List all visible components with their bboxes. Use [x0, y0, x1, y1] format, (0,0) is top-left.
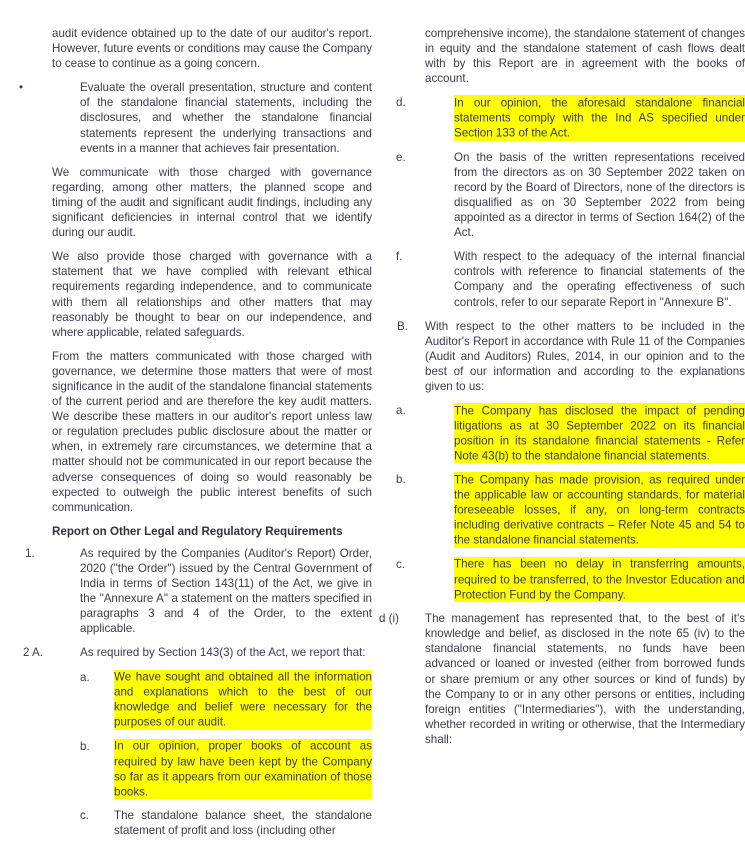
- item-2a-marker: 2 A.: [23, 646, 43, 660]
- sub-item-b-right: [396, 472, 745, 547]
- item-B-marker: B.: [397, 319, 408, 333]
- item-d-text: In our opinion, the aforesaid standalone financial statements comply with the Ind AS specified under Section 133 of the Act.: [454, 96, 745, 140]
- item-d-i-text: The management has represented that, to the best of it's knowledge and belief, as disclosed in the note 65 (iv) to the standalone financial statements, no funds have been advanced or loaned or invested (either from borrowed funds or share premium or any other sources or kind of funds) by the Company to or in any other persons or entities, including foreign entities ("Intermediaries"), with the understanding, whether recorded in writing or otherwise, that the Intermediary shall:: [425, 612, 745, 746]
- sub-item-b-right-text: The Company has made provision, as required under the applicable law or accounting standards, for material foreseeable losses, if any, on long-term contracts including derivative contracts – Refer Note 45 and 54 to the standalone financial statements.: [454, 473, 745, 547]
- item-e-marker: e.: [396, 150, 406, 164]
- sub-item-a-right-marker: a.: [396, 404, 406, 418]
- sub-item-c-marker: c.: [80, 809, 90, 823]
- paragraph-from-the-matters: From the matters communicated with those charged with governance, we determine those matters that were of most significance in the audit of the standalone financial statements of the current period and are therefore the key audit matters. We describe these matters in our auditor's report unless law or regulation precludes public disclosure about the matter or when, in extremely rare circumstances, we determine that a matter should not be communicated in our report because the adverse consequences of doing so would reasonably be expected to outweigh the public interest benefits of such communication.: [52, 349, 372, 514]
- paragraph-we-communicate: We communicate with those charged with governance regarding, among other matters, the planned scope and timing of the audit and significant audit findings, including any significant deficiencies in internal control that we identify during our audit.: [52, 165, 372, 240]
- bullet-item-text: Evaluate the overall presentation, structure and content of the standalone financial statements, including the disclosures, and whether the standalone financial statements represent the underlying transactions and events in a manner that achieves fair presentation.: [80, 81, 372, 155]
- sub-item-c-text: The standalone balance sheet, the standalone statement of profit and loss (including other: [114, 809, 372, 838]
- item-1-text: As required by the Companies (Auditor's Report) Order, 2020 ("the Order") issued by the Central Government of India in terms of Section 143(11) of the Act, we give in the "Annexure A" a statement on the matters specified in paragraphs 3 and 4 of the Order, to the extent applicable.: [80, 546, 372, 636]
- paragraph-comprehensive-income: comprehensive income), the standalone statement of changes in equity and the standalone statement of cash flows dealt with by this Report are in agreement with the books of account.: [425, 27, 745, 86]
- left-column: [19, 26, 372, 848]
- item-d-i-marker: d (i): [379, 612, 399, 626]
- sub-item-c-left: [52, 808, 372, 838]
- item-e-right: [396, 150, 745, 241]
- item-1-marker: 1.: [25, 546, 35, 560]
- item-e-text: On the basis of the written representations received from the directors as on 30 September 2022 taken on record by the Board of Directors, none of the directors is disqualified as on 30 September 2022 from being appointed as a director in terms of Section 164(2) of the Act.: [454, 150, 745, 240]
- sub-item-a-text: We have sought and obtained all the information and explanations which to the best of our knowledge and belief were necessary for the purposes of our audit.: [114, 670, 372, 729]
- paragraph-we-also-provide: We also provide those charged with governance with a statement that we have complied with relevant ethical requirements regarding independence, and to communicate with them all relationships and other matters that may reasonably be thought to bear on our independence, and where applicable, related safeguards.: [52, 250, 372, 339]
- section-heading-other-legal: Report on Other Legal and Regulatory Requirements: [52, 524, 343, 538]
- item-2a-text: As required by Section 143(3) of the Act, we report that:: [80, 646, 366, 660]
- numbered-item-2a: [23, 645, 372, 660]
- right-column: [379, 26, 745, 756]
- bullet-marker: •: [19, 81, 24, 95]
- item-f-marker: f.: [396, 250, 403, 264]
- item-f-right: [396, 249, 745, 309]
- item-f-text: With respect to the adequacy of the internal financial controls with reference to financial statements of the Company and the operating effectiveness of such controls, refer to our separate Report in "Annexure B".: [454, 250, 745, 309]
- item-B-text: With respect to the other matters to be included in the Auditor's Report in accordance with Rule 11 of the Companies (Audit and Auditors) Rules, 2014, in our opinion and to the best of our information and according to the explanations given to us:: [425, 319, 745, 393]
- numbered-item-1: [25, 546, 372, 637]
- sub-item-a-left: [52, 670, 372, 730]
- sub-item-b-left: [52, 739, 372, 799]
- item-d-marker: d.: [396, 96, 406, 110]
- sub-item-b-text: In our opinion, proper books of account as required by law have been kept by the Company so far as it appears from our examination of those books.: [114, 739, 372, 799]
- item-d-right: [396, 95, 745, 140]
- sub-item-c-right-marker: c.: [396, 557, 406, 571]
- sub-item-a-right: [396, 403, 745, 463]
- sub-item-b-right-marker: b.: [396, 473, 406, 487]
- sub-item-b-marker: b.: [80, 739, 90, 753]
- paragraph-audit-evidence: audit evidence obtained up to the date of our auditor's report. However, future events or conditions may cause the Company to cease to continue as a going concern.: [52, 27, 372, 71]
- sub-item-c-right: [396, 557, 745, 602]
- item-d-i-right: [379, 611, 745, 747]
- sub-item-a-marker: a.: [80, 670, 90, 684]
- bullet-item-evaluate: [19, 80, 372, 155]
- sub-item-c-right-text: There has been no delay in transferring amounts, required to be transferred, to the Investor Education and Protection Fund by the Company.: [454, 557, 745, 602]
- sub-item-a-right-text: The Company has disclosed the impact of pending litigations as at 30 September 2022 on its financial position in its standalone financial statements - Refer Note 43(b) to the standalone financial statements.: [454, 404, 745, 463]
- item-B-right: [397, 319, 745, 394]
